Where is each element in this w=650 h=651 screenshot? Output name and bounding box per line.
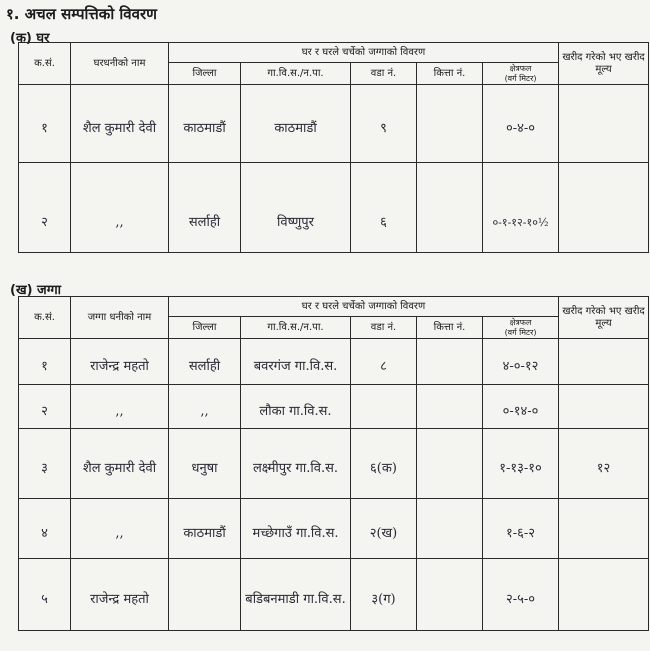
land-row-4-plot (417, 499, 483, 559)
land-row-1-plot (417, 339, 483, 385)
house-row-1-ward: ९ (351, 85, 417, 163)
land-row-2-plot (417, 385, 483, 429)
land-row-2-owner: ,, (71, 385, 169, 429)
house-header-ward: वडा नं. (351, 63, 417, 85)
land-row-1-price (559, 339, 649, 385)
land-row-1-owner: राजेन्द्र महतो (71, 339, 169, 385)
land-row-5-sn: ५ (19, 559, 71, 631)
land-header-vdc: गा.वि.स./न.पा. (241, 317, 351, 339)
house-header-area-label: क्षेत्रफल (509, 63, 532, 73)
table-row (19, 385, 649, 429)
land-row-5-plot (417, 559, 483, 631)
land-row-1-district: सर्लाही (169, 339, 241, 385)
house-header-plot: कित्ता नं. (417, 63, 483, 85)
land-row-4-owner: ,, (71, 499, 169, 559)
table-row (19, 85, 649, 163)
house-row-2-owner: ,, (71, 163, 169, 253)
land-row-4-vdc: मच्छेगाउँ गा.वि.स. (241, 499, 351, 559)
land-row-3-area: १-१३-१० (483, 429, 559, 499)
house-row-2-price (559, 163, 649, 253)
page-title: १. अचल सम्पत्तिको विवरण (6, 5, 157, 23)
land-row-2-area: ०-१४-० (483, 385, 559, 429)
land-row-2-ward (351, 385, 417, 429)
land-row-4-district: काठमाडौं (169, 499, 241, 559)
house-section-label: (क) घर (10, 31, 50, 46)
land-row-2-district: ,, (169, 385, 241, 429)
land-row-4-price (559, 499, 649, 559)
land-row-3-vdc: लक्ष्मीपुर गा.वि.स. (241, 429, 351, 499)
land-header-district: जिल्ला (169, 317, 241, 339)
table-row (19, 559, 649, 631)
land-row-5-district (169, 559, 241, 631)
house-row-1-sn: १ (19, 85, 71, 163)
house-row-2-district: सर्लाही (169, 163, 241, 253)
house-row-1-area: ०-४-० (483, 85, 559, 163)
house-row-1-owner: शैल कुमारी देवी (71, 85, 169, 163)
land-row-3-owner: शैल कुमारी देवी (71, 429, 169, 499)
land-row-4-sn: ४ (19, 499, 71, 559)
land-section-label: (ख) जग्गा (10, 283, 62, 298)
house-header-area-unit: (वर्ग मिटर) (504, 73, 537, 83)
land-row-5-owner: राजेन्द्र महतो (71, 559, 169, 631)
table-row (19, 499, 649, 559)
land-header-area (483, 317, 559, 339)
land-row-3-district: धनुषा (169, 429, 241, 499)
land-row-5-price (559, 559, 649, 631)
land-row-5-area: २-५-० (483, 559, 559, 631)
house-row-2-vdc: विष्णुपुर (241, 163, 351, 253)
house-header-purchase: खरीद गरेको भए खरीद मूल्य (559, 43, 649, 85)
house-row-1-district: काठमाडौं (169, 85, 241, 163)
land-row-3-plot (417, 429, 483, 499)
house-row-2-plot (417, 163, 483, 253)
house-header-district: जिल्ला (169, 63, 241, 85)
land-row-1-ward: ८ (351, 339, 417, 385)
land-header-purchase: खरीद गरेको भए खरीद मूल्य (559, 297, 649, 339)
land-header-plot: कित्ता नं. (417, 317, 483, 339)
table-row (19, 339, 649, 385)
land-table (18, 296, 649, 631)
house-header-sn: क.सं. (19, 43, 71, 85)
land-row-2-vdc: लौका गा.वि.स. (241, 385, 351, 429)
land-row-1-area: ४-०-१२ (483, 339, 559, 385)
land-row-4-ward: २(ख) (351, 499, 417, 559)
land-row-5-ward: ३(ग) (351, 559, 417, 631)
land-row-1-sn: १ (19, 339, 71, 385)
land-header-owner: जग्गा धनीको नाम (71, 297, 169, 339)
house-row-1-vdc: काठमाडौं (241, 85, 351, 163)
house-row-1-plot (417, 85, 483, 163)
land-row-5-vdc: बडिबनमाडी गा.वि.स. (241, 559, 351, 631)
house-row-2-ward: ६ (351, 163, 417, 253)
house-row-1-price (559, 85, 649, 163)
house-header-location-group: घर र घरले चर्चेको जग्गाको विवरण (169, 43, 559, 63)
house-row-2-sn: २ (19, 163, 71, 253)
land-header-sn: क.सं. (19, 297, 71, 339)
land-row-3-price: १२ (559, 429, 649, 499)
land-row-1-vdc: बवरगंज गा.वि.स. (241, 339, 351, 385)
house-header-vdc: गा.वि.स./न.पा. (241, 63, 351, 85)
house-header-owner: घरधनीको नाम (71, 43, 169, 85)
house-header-area (483, 63, 559, 85)
land-row-3-sn: ३ (19, 429, 71, 499)
table-row (19, 163, 649, 253)
house-table (18, 42, 649, 253)
land-row-2-price (559, 385, 649, 429)
house-row-2-area: ०-१-१२-१०½ (483, 163, 559, 253)
land-header-area-unit: (वर्ग मिटर) (504, 327, 537, 337)
land-header-location-group: घर र घरले चर्चेको जग्गाको विवरण (169, 297, 559, 317)
land-row-2-sn: २ (19, 385, 71, 429)
land-row-3-ward: ६(क) (351, 429, 417, 499)
table-row (19, 429, 649, 499)
land-header-ward: वडा नं. (351, 317, 417, 339)
land-header-area-label: क्षेत्रफल (509, 317, 532, 327)
land-row-4-area: १-६-२ (483, 499, 559, 559)
